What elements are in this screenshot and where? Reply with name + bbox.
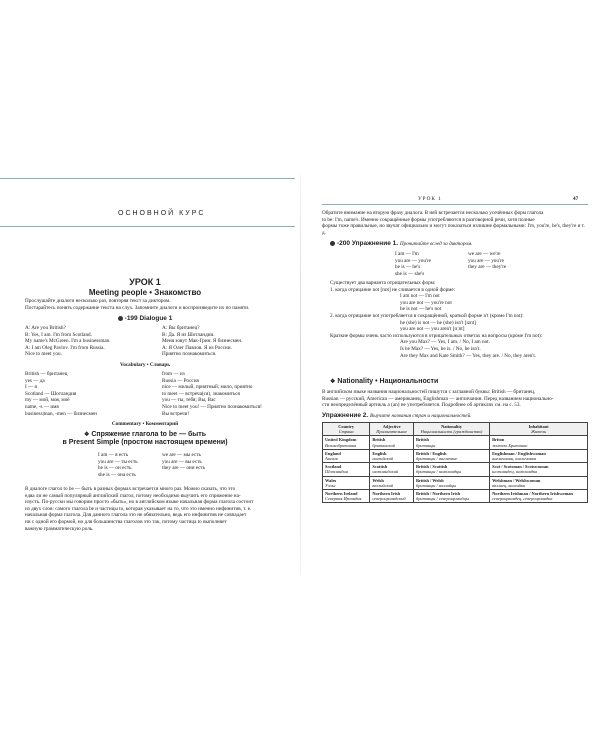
vocab-entry: my — мой, моя, моё — [25, 397, 70, 404]
exercise-1-instruction: Прочитайте вслед за диктором. — [399, 241, 473, 247]
short-form-line: you are — you're — [468, 257, 504, 264]
dialogue-line: My name's McGreen. I'm a businessman. — [25, 338, 111, 345]
commentary-line: изусть. По-русски мы говорим просто «быть», но в английском языке начальная форма глагола состоит — [25, 499, 254, 506]
vocabulary-right — [162, 371, 292, 417]
exercise-1-title — [330, 240, 472, 247]
column-header: Country Страна — [323, 423, 370, 436]
negative-examples-2 — [330, 320, 588, 333]
negative-example: you are not — you aren't [ɑːnt] — [400, 326, 465, 333]
vocab-entry: to meet — встреча(ся), знакомиться — [162, 390, 240, 397]
dialogue-line: A: Вы британец? — [162, 325, 200, 331]
vocab-entry: from — из — [162, 371, 185, 377]
short-form-line: she is — she's — [395, 270, 425, 277]
vocab-entry: British — британец — [25, 371, 68, 377]
conjugation-line: I am — я есть — [98, 452, 129, 458]
vocab-entry: Вы встречи! — [162, 410, 190, 417]
table-cell: Northern Irish североирландский — [370, 490, 414, 503]
vocab-entry: Nice to meet you! — Приятно познакомиться! — [162, 403, 262, 410]
table-cell: Welshman / Welshwoman валлиец, валлийка — [490, 476, 588, 489]
table-cell: British британцы — [414, 436, 490, 449]
short-form-line: they are — they're — [468, 264, 507, 271]
vocab-entry: yes — да — [25, 377, 45, 384]
vocab-entry: name, -s — имя — [25, 403, 59, 410]
dialogue-line: A: Я Олег Павлов. Я из России. — [162, 344, 232, 351]
table-row — [323, 476, 588, 489]
lesson-number: УРОК 1 — [129, 277, 161, 287]
conjugation-plural — [162, 452, 205, 472]
commentary-line: из двух слов: самого глагола be и частицы to, которая указывает на то, что это именно инфинитив, т. е. — [25, 505, 252, 512]
intro-line: Прослушайте диалоги несколько раз, повторяя текст за диктором. — [25, 298, 171, 304]
dialogue-title — [0, 315, 290, 322]
table-cell: Scot / Scotsman / Scotswoman шотландец, шотландка — [490, 463, 588, 476]
exercise-2-title-text: Упражнение 2. — [322, 412, 369, 419]
table-cell: England Англия — [323, 449, 370, 462]
vocab-entry: I — я — [25, 384, 37, 391]
short-form-line: we are — we're — [468, 251, 501, 257]
dialogue-line: Nice to meet you. — [25, 351, 62, 358]
dialogue-line: Приятно познакомиться. — [162, 351, 217, 358]
short-forms-plural — [468, 251, 506, 271]
conjugation-line: he is — он есть — [98, 465, 132, 472]
grammar-heading — [0, 431, 290, 447]
vocab-entry: Russia — Россия — [162, 377, 199, 384]
right-page — [300, 0, 600, 750]
negative-examples-1 — [330, 293, 588, 313]
table-row — [323, 449, 588, 462]
vocabulary-title: Vocabulary • Словарь — [119, 362, 170, 368]
table-header-row — [323, 423, 588, 436]
negative-rule-2: 2. когда отрицание not употребляется в сокращённой, краткой форме n't (кроме I'm not): — [330, 312, 524, 319]
lesson-intro — [25, 298, 290, 311]
table-cell: British / Scottish британцы / шотландцы — [414, 463, 490, 476]
conjugation-line: they are — они есть — [162, 465, 206, 472]
nationality-line: Russian — русский, American — американец, Englishman — англичанин. Перед названием национально- — [322, 395, 554, 402]
divider-line — [0, 178, 295, 179]
vocabulary-left — [25, 371, 155, 417]
diamond-icon: ❖ — [83, 432, 90, 438]
divider-line — [0, 226, 295, 227]
dialogue-title-text: -199 Dialogue 1 — [124, 315, 173, 322]
vocab-entry: you — ты, тебя; Вы, Вас — [162, 397, 216, 404]
grammar-title-line-1: Спряжение глагола to be — быть — [91, 431, 206, 438]
table-row — [323, 436, 588, 449]
intro-line: Обратите внимание на вторую фразу диалога. В ней встречается несколько усечённых форм глагола — [322, 210, 544, 216]
running-head: УРОК 1 — [418, 196, 442, 202]
intro-line: формы тоже правильные, но звучат официально и могут показаться излишне формальными: I'm, you're, he's, they're и т. д. — [322, 223, 585, 236]
short-answer: Is he Max? — Yes, he is. / No, he isn't. — [400, 345, 481, 352]
conjugation-line: we are — мы есть — [162, 452, 201, 458]
table-cell: British / Northern Irish британцы / североирландцы — [414, 490, 490, 503]
negative-example: I am not — I'm not — [400, 293, 440, 300]
lesson-subtitle: Meeting people • Знакомство — [88, 288, 202, 297]
commentary-line: едва ли не самый популярный английский глагол, потому необходимо выучить его спряжение на- — [25, 492, 241, 499]
nationality-table — [322, 422, 588, 503]
table-cell: English английский — [370, 449, 414, 462]
commentary-text — [25, 486, 293, 532]
page-number: 47 — [573, 196, 579, 202]
column-header: Nationality Национальность (гражданство) — [414, 423, 490, 436]
dialogue-line: B: Yes, I am. I'm from Scotland. — [25, 331, 92, 338]
conjugation-singular — [98, 452, 138, 478]
short-answers-intro: Краткие формы очень часто используются в отрицательных ответах на вопросы (кроме I'm not): — [330, 332, 543, 339]
nationality-line: В английском языке названия национальностей пишутся с заглавной буквы: British — британец, — [322, 389, 536, 395]
negative-intro: Существует два варианта отрицательных форм: — [330, 280, 436, 286]
short-answer: Are they Max and Kate Smith? — Yes, they are. / No, they aren't. — [400, 352, 537, 359]
negative-rule-1: 1. когда отрицание not [nɒt] не сливается в одной форме: — [330, 286, 456, 293]
dialogue-line: A: I am Oleg Pavlov. I'm from Russia. — [25, 344, 105, 351]
table-cell: British британский — [370, 436, 414, 449]
table-cell: British / English британцы / англичане — [414, 449, 490, 462]
table-cell: British / Welsh британцы / валлийцы — [414, 476, 490, 489]
course-title: ОСНОВНОЙ КУРС — [118, 210, 206, 217]
dialogue-line: Меня зовут Мак-Грин. Я бизнесмен. — [162, 338, 243, 345]
exercise-2-instruction: Выучите названия стран и национальностей. — [370, 413, 472, 419]
audio-disk-icon — [330, 241, 335, 246]
table-cell: Scotland Шотландия — [323, 463, 370, 476]
short-form-line: you are — you're — [395, 257, 431, 264]
diamond-icon: ❖ — [330, 379, 336, 385]
vocab-entry: nice — милый, приятный; мило, приятно — [162, 384, 253, 391]
exercise-2-title — [322, 412, 471, 419]
short-form-line: he is — he's — [395, 264, 421, 271]
short-answers — [330, 339, 588, 359]
short-forms-singular — [395, 251, 431, 277]
commentary-title: Commentary • Комментарий — [111, 421, 179, 427]
lesson-heading — [0, 277, 290, 297]
nationality-heading-text: Nationality • Национальности — [337, 378, 439, 385]
conjugation-line: you are — вы есть — [162, 458, 202, 465]
dialogue-english — [25, 325, 150, 358]
column-header: Adjective Прилагательное — [370, 423, 414, 436]
dialogue-line: A: Are you British? — [25, 325, 66, 331]
divider-line — [322, 204, 588, 205]
nationality-text — [322, 389, 588, 409]
negative-example: he is not — he's not — [400, 306, 442, 313]
table-cell: Welsh валлийский — [370, 476, 414, 489]
conjugation-line: she is — она есть — [98, 471, 136, 478]
table-cell: Briton житель Британии — [490, 436, 588, 449]
vocab-entry: business|man, -men — бизнесмен — [25, 410, 97, 417]
dialogue-russian — [162, 325, 290, 358]
short-answer: Are you Max? — Yes, I am. / No, I am not. — [400, 339, 490, 346]
commentary-line: начальная форма глагола. Для данного глагола это не обязательно, ведь его инфинитив не совпадает — [25, 512, 247, 519]
exercise-1-title-text: -200 Упражнение 1. — [337, 240, 399, 247]
negative-example: you are not — you're not — [400, 299, 452, 306]
table-cell: Northern Ireland Северная Ирландия — [323, 490, 370, 503]
conjugation-line: you are — ты есть — [98, 458, 138, 465]
vocab-entry: Scotland — Шотландия — [25, 390, 77, 397]
negative-forms — [330, 280, 588, 359]
nationality-heading — [330, 378, 580, 385]
commentary-line: важную грамматическую роль. — [25, 525, 94, 532]
dialogue-line: B: Да. Я из Шотландии. — [162, 331, 215, 338]
nationality-line: сти неопределённый артикль a (an) не употребляется. Подробнее об артиклях см. на с. 53. — [322, 402, 521, 409]
short-form-line: I am — I'm — [395, 251, 419, 257]
table-cell: Scottish шотландский — [370, 463, 414, 476]
grammar-title-line-2: в Present Simple (простом настоящем времени) — [62, 439, 228, 446]
right-intro — [322, 210, 588, 236]
table-row — [323, 490, 588, 503]
table-cell: Englishman / Englishwoman англичанин, англичанка — [490, 449, 588, 462]
table-cell: United Kingdom Великобритания — [323, 436, 370, 449]
commentary-line: ни с одной его формой, но для большинства глаголов это так, потому частица to выполняет — [25, 518, 227, 525]
table-row — [323, 463, 588, 476]
table-cell: Northern Irishman / Northern Irishwoman североирландец, североирландка — [490, 490, 588, 503]
intro-line: to be: I'm, name's. Именно сокращённые формы употребляются в разговорной речи, хотя полные — [322, 216, 535, 223]
intro-line: Постарайтесь понять содержание текста на слух. Запомните диалоги и воспроизведите их по памяти. — [25, 304, 250, 311]
column-header: Inhabitant Житель — [490, 423, 588, 436]
table-cell: Wales Уэльс — [323, 476, 370, 489]
negative-example: he (she) is not — he (she) isn't [ɪznt] — [400, 319, 476, 326]
audio-disk-icon — [118, 316, 123, 321]
commentary-line: В диалоге глагол to be — быть в разных формах встречается много раз. Можно сказать, что это — [25, 486, 236, 492]
